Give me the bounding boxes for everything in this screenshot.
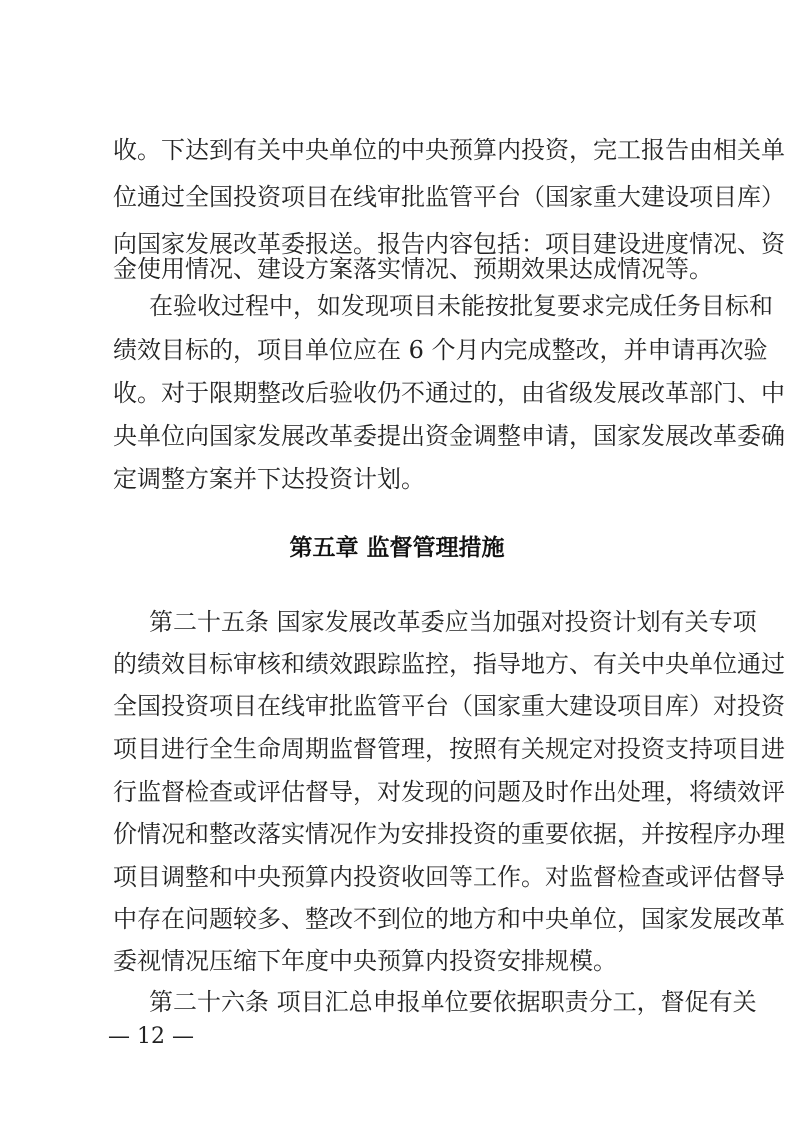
- body-text-line: 金使用情况、建设方案落实情况、预期效果达成情况等。: [113, 255, 713, 283]
- article-25-line: 的绩效目标审核和绩效跟踪监控，指导地方、有关中央单位通过: [113, 650, 785, 678]
- article-26-line: 第二十六条 项目汇总申报单位要依据职责分工，督促有关: [149, 988, 757, 1016]
- body-text-line: 在验收过程中，如发现项目未能按批复要求完成任务目标和: [149, 292, 773, 320]
- body-text-line: 收。对于限期整改后验收仍不通过的，由省级发展改革部门、中: [113, 379, 785, 407]
- body-text-line: 定调整方案并下达投资计划。: [113, 465, 425, 493]
- body-text-line: 向国家发展改革委报送。报告内容包括：项目建设进度情况、资: [113, 230, 785, 258]
- body-text-line: 收。下达到有关中央单位的中央预算内投资，完工报告由相关单: [113, 136, 785, 164]
- article-25-line: 中存在问题较多、整改不到位的地方和中央单位，国家发展改革: [113, 905, 785, 933]
- article-25-line: 全国投资项目在线审批监管平台（国家重大建设项目库）对投资: [113, 692, 785, 720]
- article-25-line: 项目调整和中央预算内投资收回等工作。对监督检查或评估督导: [113, 863, 785, 891]
- page-number: — 12 —: [108, 1024, 194, 1049]
- body-text-line: 位通过全国投资项目在线审批监管平台（国家重大建设项目库）: [113, 183, 785, 211]
- article-25-line: 价情况和整改落实情况作为安排投资的重要依据，并按程序办理: [113, 820, 785, 848]
- body-text-line: 绩效目标的，项目单位应在 6 个月内完成整改，并申请再次验: [113, 336, 768, 364]
- article-25-line: 项目进行全生命周期监督管理，按照有关规定对投资支持项目进: [113, 735, 785, 763]
- body-text-line: 央单位向国家发展改革委提出资金调整申请，国家发展改革委确: [113, 422, 785, 450]
- article-25-line: 委视情况压缩下年度中央预算内投资安排规模。: [113, 947, 617, 975]
- chapter-heading: 第五章 监督管理措施: [289, 535, 505, 561]
- article-25-line: 第二十五条 国家发展改革委应当加强对投资计划有关专项: [149, 608, 757, 636]
- article-25-line: 行监督检查或评估督导，对发现的问题及时作出处理，将绩效评: [113, 778, 785, 806]
